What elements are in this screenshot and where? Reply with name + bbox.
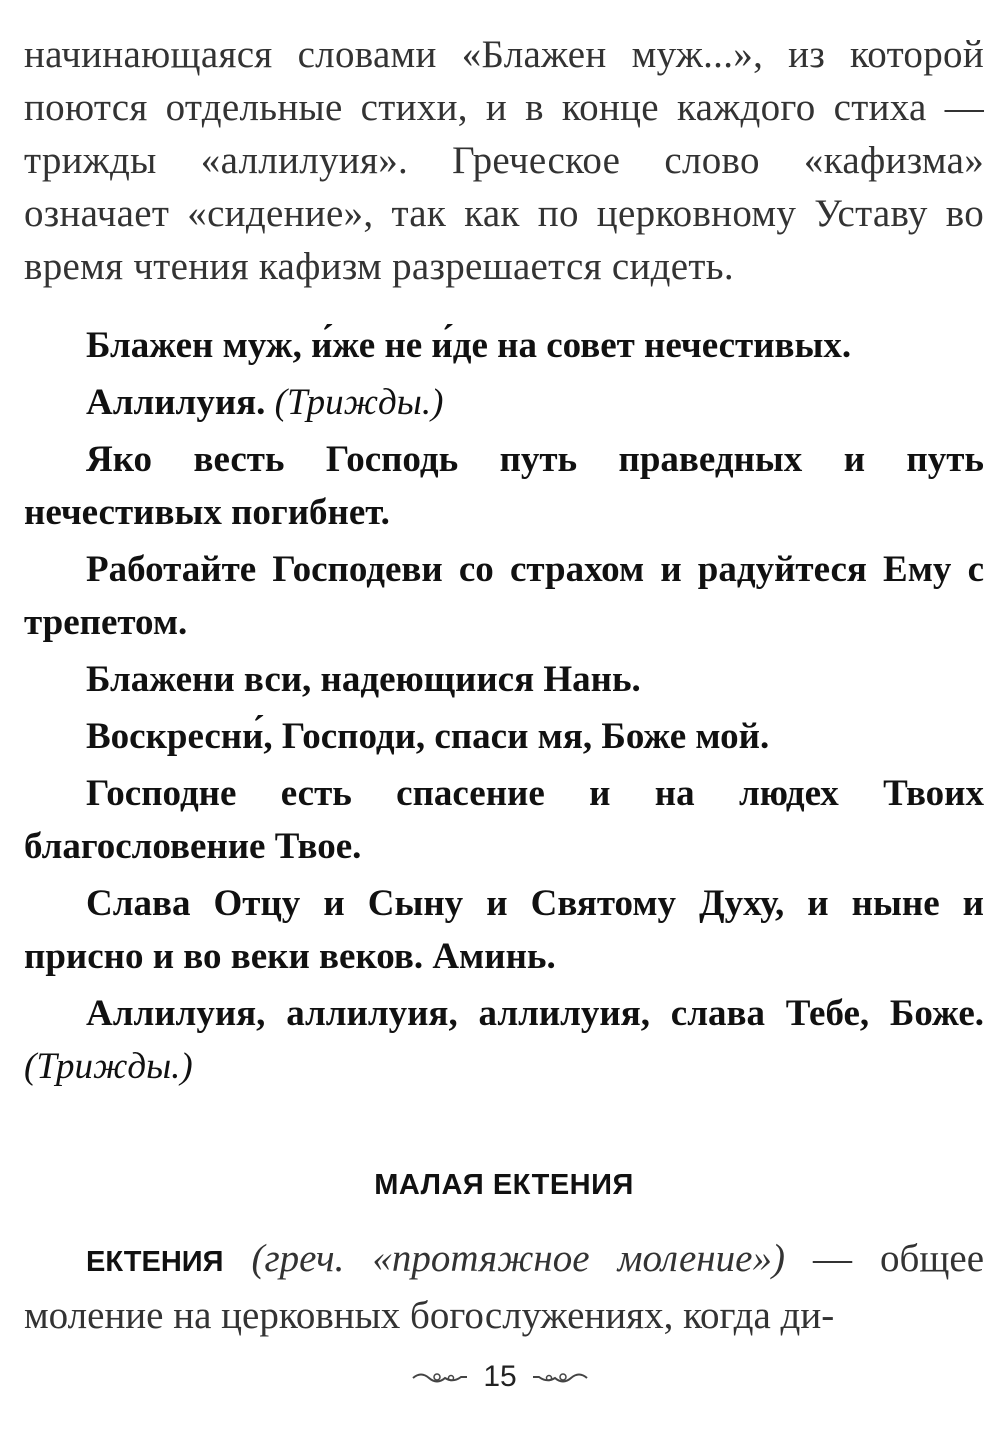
- verse-line: [24, 543, 984, 649]
- verse-note: (Трижды.): [274, 382, 444, 423]
- verse-note: (Трижды.): [24, 1046, 193, 1087]
- verse-line: [24, 653, 984, 706]
- verse-text: Господне есть спасение и на людех Твоих благословение Твое.: [24, 773, 984, 867]
- verse-line: [24, 767, 984, 873]
- verse-text: Слава Отцу и Сыну и Святому Духу, и ныне и присно и во веки веков. Аминь.: [24, 883, 984, 977]
- verse-line: [24, 710, 984, 763]
- left-ornament-icon: [411, 1369, 469, 1385]
- page-footer: [0, 1360, 1000, 1394]
- book-page: [24, 28, 984, 1342]
- verse-text: Аллилуия, аллилуия, аллилуия, слава Тебе, Боже.: [86, 993, 984, 1034]
- definition-gloss: (греч. «протяжное моление»): [251, 1237, 785, 1280]
- verse-text: Воскресни́, Господи, спаси мя, Боже мой.: [86, 716, 770, 757]
- verse-text: Блажен муж, и́же не и́де на совет нечестивых.: [86, 325, 852, 366]
- right-ornament-icon: [531, 1369, 589, 1385]
- section-title: МАЛАЯ ЕКТЕНИЯ: [374, 1169, 634, 1201]
- intro-paragraph: начинающаяся словами «Блажен муж...», из которой поются отдельные стихи, и в конце каждого стиха — трижды «аллилуия». Греческое слово «кафизма» означает «сидение», так как по церковному Уставу во время чтения кафизм разрешается сидеть.: [24, 33, 984, 288]
- definition-term: ЕКТЕНИЯ: [86, 1246, 224, 1278]
- verse-text: Блажени вси, надеющиися Нань.: [86, 659, 641, 700]
- verse-line: [24, 433, 984, 539]
- page-number: 15: [483, 1360, 517, 1393]
- verse-text: Аллилуия.: [86, 382, 266, 423]
- verse-text: Работайте Господеви со страхом и радуйтеся Ему с трепетом.: [24, 549, 984, 643]
- definition-paragraph: [24, 1232, 984, 1342]
- verse-line: [24, 877, 984, 983]
- verse-line: [24, 987, 984, 1093]
- verse-text: Яко весть Господь путь праведных и путь нечестивых погибнет.: [24, 439, 984, 533]
- verse-line: [24, 376, 984, 429]
- definition-text: — общее моление на церковных богослужениях, когда ди-: [24, 1237, 985, 1337]
- verse-line: [24, 319, 984, 372]
- psalm-verses: [24, 319, 984, 1093]
